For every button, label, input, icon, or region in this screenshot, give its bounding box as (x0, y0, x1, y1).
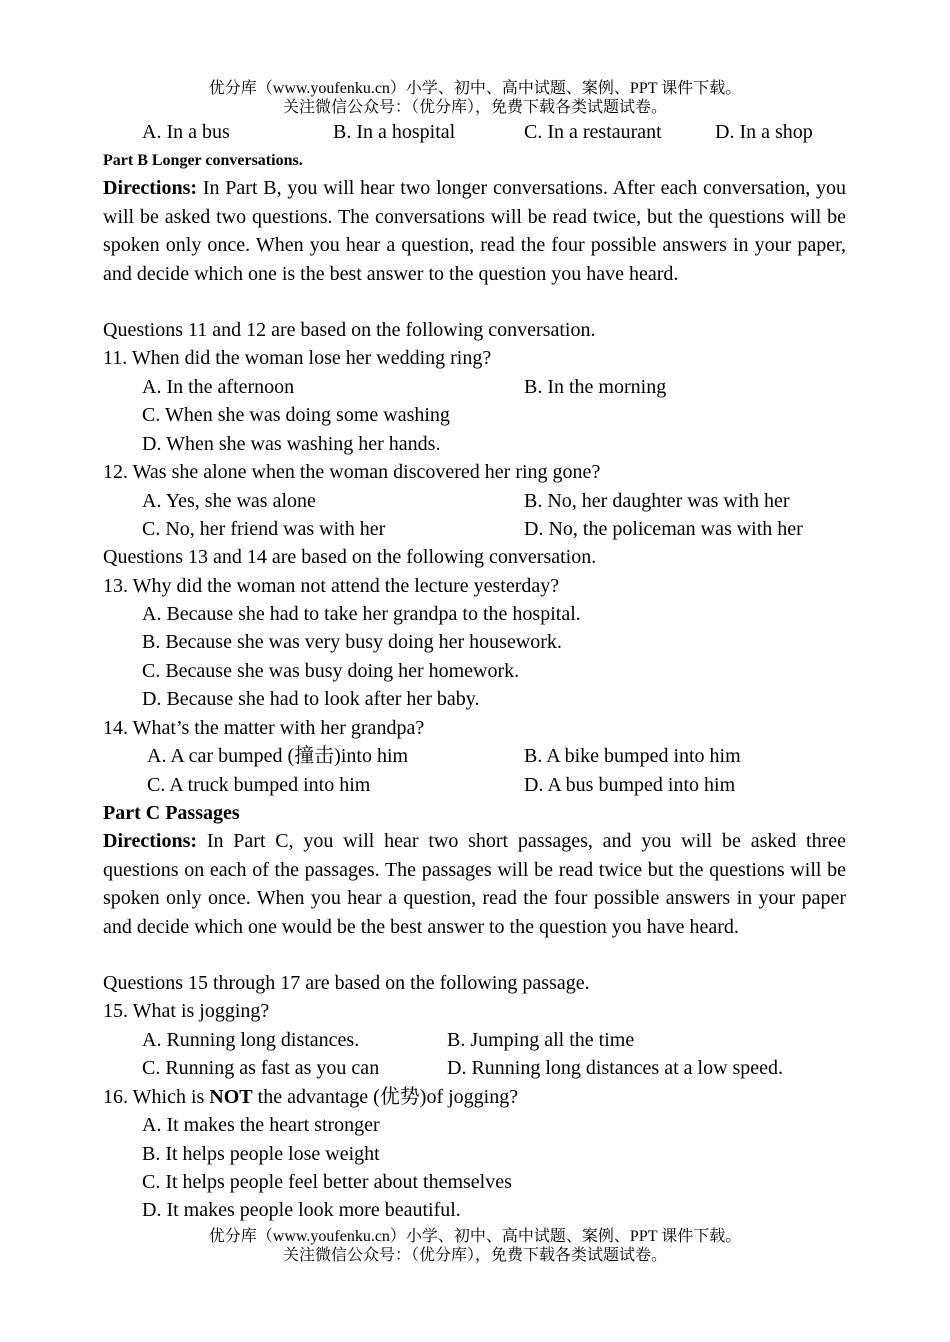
q16-option-d: D. It makes people look more beautiful. (142, 1199, 461, 1221)
q14-option-b: B. A bike bumped into him (524, 745, 741, 767)
q12-option-d: D. No, the policeman was with her (524, 518, 803, 540)
part-b-title: Part B Longer conversations. (103, 152, 303, 169)
part-c-directions-label: Directions: (103, 830, 198, 852)
q15-option-d: D. Running long distances at a low speed. (447, 1057, 784, 1079)
part-c-intro: Questions 15 through 17 are based on the following passage. (103, 972, 590, 994)
part-b-intro-1: Questions 11 and 12 are based on the following conversation. (103, 319, 596, 341)
q16-question (103, 1083, 518, 1111)
header-line-1: 优分库（www.youfenku.cn）小学、初中、高中试题、案例、PPT 课件下载。 (208, 80, 742, 97)
part-b-directions-text: In Part B, you will hear two longer conversations. After each conversation, you will be asked two questions. The conversations will be read twice, but the questions will be spoken only once. When you hear a question, read the four possible answers in your paper, and decide which one is the best answer to the question you have heard. (103, 177, 846, 285)
q12-question: 12. Was she alone when the woman discovered her ring gone? (103, 461, 601, 483)
q13-question: 13. Why did the woman not attend the lecture yesterday? (103, 575, 560, 597)
q13-option-c: C. Because she was busy doing her homework. (142, 660, 520, 682)
q14-option-c: C. A truck bumped into him (147, 774, 371, 796)
q15-option-b: B. Jumping all the time (447, 1029, 635, 1051)
q10-option-b: B. In a hospital (333, 121, 456, 143)
part-b-directions-label: Directions: (103, 177, 198, 199)
part-c-directions (103, 827, 846, 941)
q12-option-a: A. Yes, she was alone (142, 490, 316, 512)
part-c-directions-text: In Part C, you will hear two short passages, and you will be asked three questions on each of the passages. The passages will be read twice but the questions will be spoken only once. When you hear a question, read the four possible answers in your paper and decide which one would be the best answer to the question you have heard. (103, 830, 846, 938)
part-c-title: Part C Passages (103, 802, 240, 824)
footer-line-2: 关注微信公众号：（优分库），免费下载各类试题试卷。 (282, 1247, 667, 1264)
q15-option-c: C. Running as fast as you can (142, 1057, 380, 1079)
q11-option-c: C. When she was doing some washing (142, 404, 450, 426)
header-line-2: 关注微信公众号：（优分库），免费下载各类试题试卷。 (282, 99, 667, 116)
q16-question-post: the advantage (优势)of jogging? (252, 1086, 519, 1108)
part-b-directions (103, 174, 846, 288)
q11-question: 11. When did the woman lose her wedding ring? (103, 347, 492, 369)
part-b-intro-2: Questions 13 and 14 are based on the following conversation. (103, 546, 597, 568)
q16-question-pre: 16. Which is (103, 1086, 210, 1108)
q13-option-b: B. Because she was very busy doing her housework. (142, 631, 562, 653)
q11-option-b: B. In the morning (524, 376, 667, 398)
q14-option-a: A. A car bumped (撞击)into him (147, 745, 409, 767)
q16-option-b: B. It helps people lose weight (142, 1143, 380, 1165)
q11-option-d: D. When she was washing her hands. (142, 433, 441, 455)
q12-option-c: C. No, her friend was with her (142, 518, 386, 540)
q16-question-emphasis: NOT (209, 1086, 253, 1108)
q16-option-c: C. It helps people feel better about themselves (142, 1171, 512, 1193)
q12-option-b: B. No, her daughter was with her (524, 490, 790, 512)
q14-option-d: D. A bus bumped into him (524, 774, 736, 796)
q10-option-a: A. In a bus (142, 121, 230, 143)
q10-option-c: C. In a restaurant (524, 121, 662, 143)
q10-option-d: D. In a shop (715, 121, 813, 143)
q15-option-a: A. Running long distances. (142, 1029, 360, 1051)
q13-option-d: D. Because she had to look after her baby. (142, 688, 480, 710)
footer-line-1: 优分库（www.youfenku.cn）小学、初中、高中试题、案例、PPT 课件下载。 (208, 1228, 742, 1245)
q11-option-a: A. In the afternoon (142, 376, 295, 398)
q13-option-a: A. Because she had to take her grandpa to the hospital. (142, 603, 581, 625)
q16-option-a: A. It makes the heart stronger (142, 1114, 380, 1136)
q15-question: 15. What is jogging? (103, 1000, 270, 1022)
q14-question: 14. What’s the matter with her grandpa? (103, 717, 425, 739)
